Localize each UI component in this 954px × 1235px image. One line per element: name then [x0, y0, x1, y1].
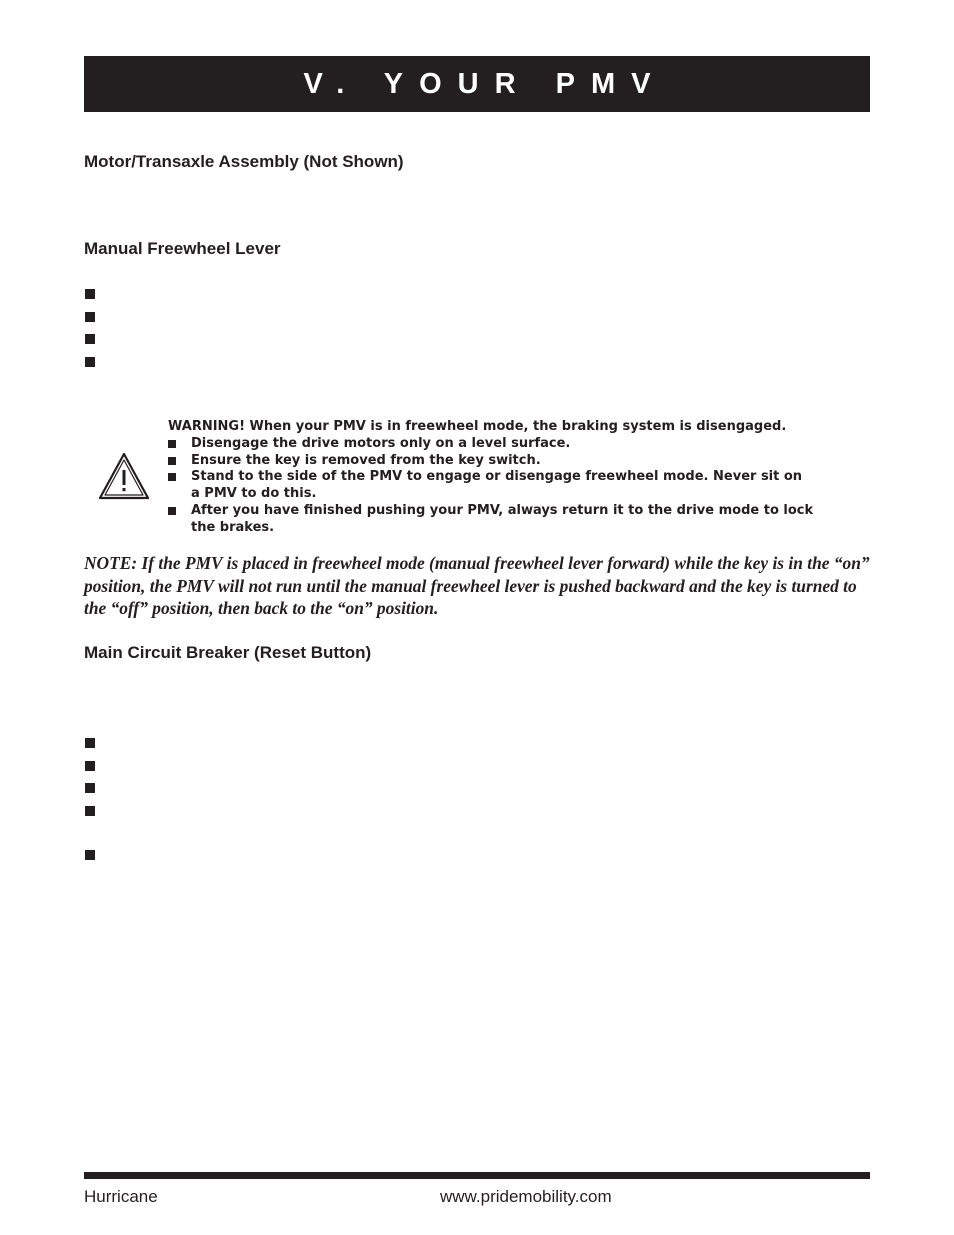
list-item [85, 732, 95, 755]
list-item [168, 436, 848, 453]
square-bullet-icon [85, 738, 95, 748]
list-item [85, 777, 95, 800]
list-item [85, 844, 95, 867]
square-bullet-icon [168, 440, 176, 448]
square-bullet-icon [85, 783, 95, 793]
list-item [168, 469, 848, 503]
square-bullet-icon [85, 289, 95, 299]
footer-product-name: Hurricane [84, 1187, 158, 1206]
warning-title: WARNING! When your PMV is in freewheel mode, the braking system is disengaged. [168, 419, 787, 434]
warning-triangle-icon [98, 452, 150, 500]
freewheel-note: NOTE: If the PMV is placed in freewheel mode (manual freewheel lever forward) while the key is in the “on” position, the PMV will not run until the manual freewheel lever is pushed backward and the key is turned to the “off” position, then back to the “on” position. [84, 553, 870, 619]
list-item [168, 453, 848, 470]
square-bullet-icon [85, 850, 95, 860]
list-item [85, 351, 95, 374]
warning-item-text: Ensure the key is removed from the key switch. [191, 452, 541, 468]
warning-item-text: Stand to the side of the PMV to engage or disengage freewheel mode. Never sit on a PMV to do this. [191, 469, 803, 502]
freewheel-bullet-list [85, 283, 95, 373]
list-item [85, 328, 95, 351]
section-banner [84, 56, 870, 112]
square-bullet-icon [85, 761, 95, 771]
section-title: V. YOUR PMV [303, 67, 667, 100]
warning-item-text: Disengage the drive motors only on a level surface. [191, 435, 571, 451]
footer-rule [84, 1172, 870, 1179]
square-bullet-icon [85, 334, 95, 344]
square-bullet-icon [168, 457, 176, 465]
square-bullet-icon [168, 507, 176, 515]
list-item [85, 283, 95, 306]
square-bullet-icon [85, 312, 95, 322]
list-item [85, 306, 95, 329]
main-circuit-breaker-heading: Main Circuit Breaker (Reset Button) [84, 643, 372, 662]
motor-transaxle-heading: Motor/Transaxle Assembly (Not Shown) [84, 152, 404, 171]
warning-box [168, 419, 848, 537]
manual-freewheel-heading: Manual Freewheel Lever [84, 239, 281, 258]
warning-item-text: After you have finished pushing your PMV, always return it to the drive mode to lock the brakes. [191, 502, 814, 535]
list-item [85, 755, 95, 778]
square-bullet-icon [85, 357, 95, 367]
list-item [85, 800, 95, 844]
square-bullet-icon [168, 473, 176, 481]
square-bullet-icon [85, 806, 95, 816]
list-item [168, 503, 848, 537]
footer-website: www.pridemobility.com [440, 1187, 612, 1206]
circuit-breaker-bullet-list [85, 732, 95, 866]
